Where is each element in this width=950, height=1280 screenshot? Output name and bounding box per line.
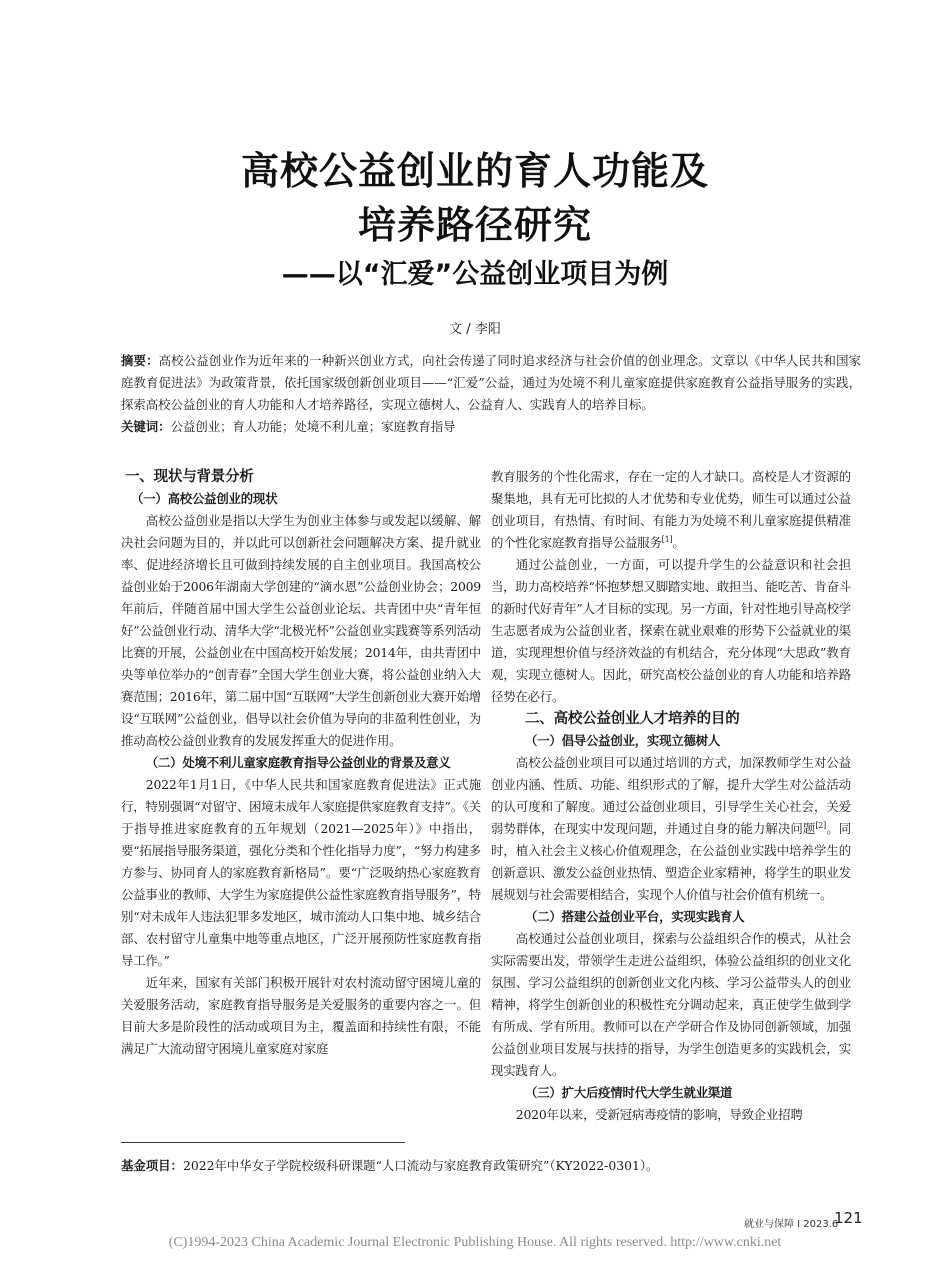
subsection-heading-1-1: （一）高校公益创业的现状 [131,491,278,506]
citation-ref-2: [2] [815,820,827,830]
subsection-heading-2-3: （三）扩大后疫情时代大学生就业渠道 [525,1085,733,1100]
body-text: 。同时，植入社会主义核心价值观理念，在公益创业实践中培养学生的创新意识、激发公益创业热情、塑造企业家精神，将学生的职业发展规划与社会需要相结合，实现个人价值与社会价值有机统一。 [491,821,851,902]
title-line-1: 高校公益创业的育人功能及 [240,149,709,193]
citation-ref-1: [1] [661,534,673,544]
fund-text: 2022年中华女子学院校级科研课题“人口流动与家庭教育政策研究”（KY2022-0301）。 [182,1158,659,1173]
abstract-text: 高校公益创业作为近年来的一种新兴创业方式，向社会传递了同时追求经济与社会价值的创业理念。文章以《中华人民共和国家庭教育促进法》为政策背景，依托国家级创新创业项目——“汇爱”公益，通过为处境不利儿童家庭提供家庭教育公益指导服务的实践，探索高校公益创业的育人功能和人才培养路径，实现立德树人、公益育人、实践育人的培养目标。 [121,353,862,412]
keywords-label: 关键词： [121,419,171,434]
left-column [121,466,481,1060]
subsection-heading-2-1: （一）倡导公益创业，实现立德树人 [525,733,721,748]
copyright-watermark: (C)1994-2023 China Academic Journal Electronic Publishing House. All rights reserved. http://www.cnki.net [168,1235,782,1250]
fund-label: 基金项目： [121,1158,183,1173]
section-heading-1: 一、现状与背景分析 [125,469,254,485]
keywords-text: 公益创业；育人功能；处境不利儿童；家庭教育指导 [170,419,456,434]
footnote-divider [121,1142,405,1143]
fund-note [121,1156,658,1174]
body-paragraph: 高校公益创业是指以大学生为创业主体参与或发起以缓解、解决社会问题为目的，并以此可以创新社会问题解决方案、提升就业率、促进经济增长且可做到持续发展的自主创业项目。我国高校公益创业始于2006年湖南大学创建的“滴水恩”公益创业协会；2009年前后，伴随首届中国大学生公益创业论坛、共青团中央“青年恒好”公益创业行动、清华大学“北极光杯”公益创业实践赛等系列活动比赛的开展，公益创业在中国高校开始发展；2014年，由共青团中央等单位举办的“创青春”全国大学生创业大赛，将公益创业纳入大赛范围；2016年，第二届中国“互联网”大学生创新创业大赛开始增设“互联网”公益创业，倡导以社会价值为导向的非盈利性创业，为推动高校公益创业教育的发展发挥重大的促进作用。 [121,513,481,748]
body-text: 高校公益创业项目可以通过培训的方式，加深教师学生对公益创业内涵、性质、功能、组织形式的了解，提升大学生对公益活动的认可度和了解度。通过公益创业项目，引导学生关心社会，关爱弱势群体，在现实中发现问题，并通过自身的能力解决问题 [491,755,851,836]
journal-footer: 就业与保障 I 2023.6 [744,1219,839,1230]
subsection-heading-2-2: （二）搭建公益创业平台，实现实践育人 [525,909,745,924]
body-paragraph-continued [491,466,851,554]
body-paragraph: 高校通过公益创业项目，探索与公益组织合作的模式，从社会实际需要出发，带领学生走进公益组织，体验公益组织的创业文化氛围、学习公益组织的创新创业文化内核、学习公益带头人的创业精神，将学生创新创业的积极性充分调动起来，真正使学生做到学有所成、学有所用。教师可以在产学研合作及协同创新领域，加强公益创业项目发展与扶持的指导，为学生创造更多的实践机会，实现实践育人。 [491,931,851,1078]
abstract-block [121,350,861,438]
subtitle: ——以“汇爱”公益创业项目为例 [281,259,669,290]
page-number: 121 [834,1209,863,1227]
body-paragraph: 通过公益创业，一方面，可以提升学生的公益意识和社会担当，助力高校培养“怀抱梦想又脚踏实地、敢担当、能吃苦、肯奋斗的新时代好青年”人才目标的实现。另一方面，针对性地引导高校学生志愿者成为公益创业者，探索在就业艰难的形势下公益就业的渠道，实现理想价值与经济效益的有机结合，充分体现“大思政”教育观，实现立德树人。因此，研究高校公益创业的育人功能和培养路径势在必行。 [491,557,851,704]
body-paragraph: 2022年1月1日，《中华人民共和国家庭教育促进法》正式施行，特别强调“对留守、困境未成年人家庭提供家庭教育支持”。《关于指导推进家庭教育的五年规划（2021—2025年）》中指出，要“拓展指导服务渠道，强化分类和个性化指导力度”，“努力构建多方参与、协同育人的家庭教育新格局”。要“广泛吸纳热心家庭教育公益事业的教师、大学生为家庭提供公益性家庭教育指导服务”，特别“对未成年人违法犯罪多发地区，城市流动人口集中地、城乡结合部、农村留守儿童集中地等重点地区，广泛开展预防性家庭教育指导工作。” [121,777,481,968]
body-text: 教育服务的个性化需求，存在一定的人才缺口。高校是人才资源的聚集地，具有无可比拟的人才优势和专业优势，师生可以通过公益创业项目，有热情、有时间、有能力为处境不利儿童家庭提供精准的个性化家庭教育指导公益服务 [491,469,851,550]
body-paragraph [491,752,851,906]
subsection-heading-1-2: （二）处境不利儿童家庭教育指导公益创业的背景及意义 [145,755,451,770]
keywords-paragraph [121,416,861,438]
title-line-2: 培养路径研究 [357,203,592,247]
abstract-paragraph [121,350,861,416]
author-line: 文 / 李阳 [449,322,501,337]
section-heading-2: 二、高校公益创业人才培养的目的 [525,711,740,727]
abstract-label: 摘要： [121,353,159,368]
body-paragraph: 近年来，国家有关部门积极开展针对农村流动留守困境儿童的关爱服务活动，家庭教育指导服务是关爱服务的重要内容之一。但目前大多是阶段性的活动或项目为主，覆盖面和持续性有限，不能满足广大流动留守困境儿童家庭对家庭 [121,975,481,1056]
right-column [491,466,851,1126]
body-text: 。 [672,535,685,550]
body-paragraph: 2020年以来，受新冠病毒疫情的影响，导致企业招聘 [515,1107,803,1122]
